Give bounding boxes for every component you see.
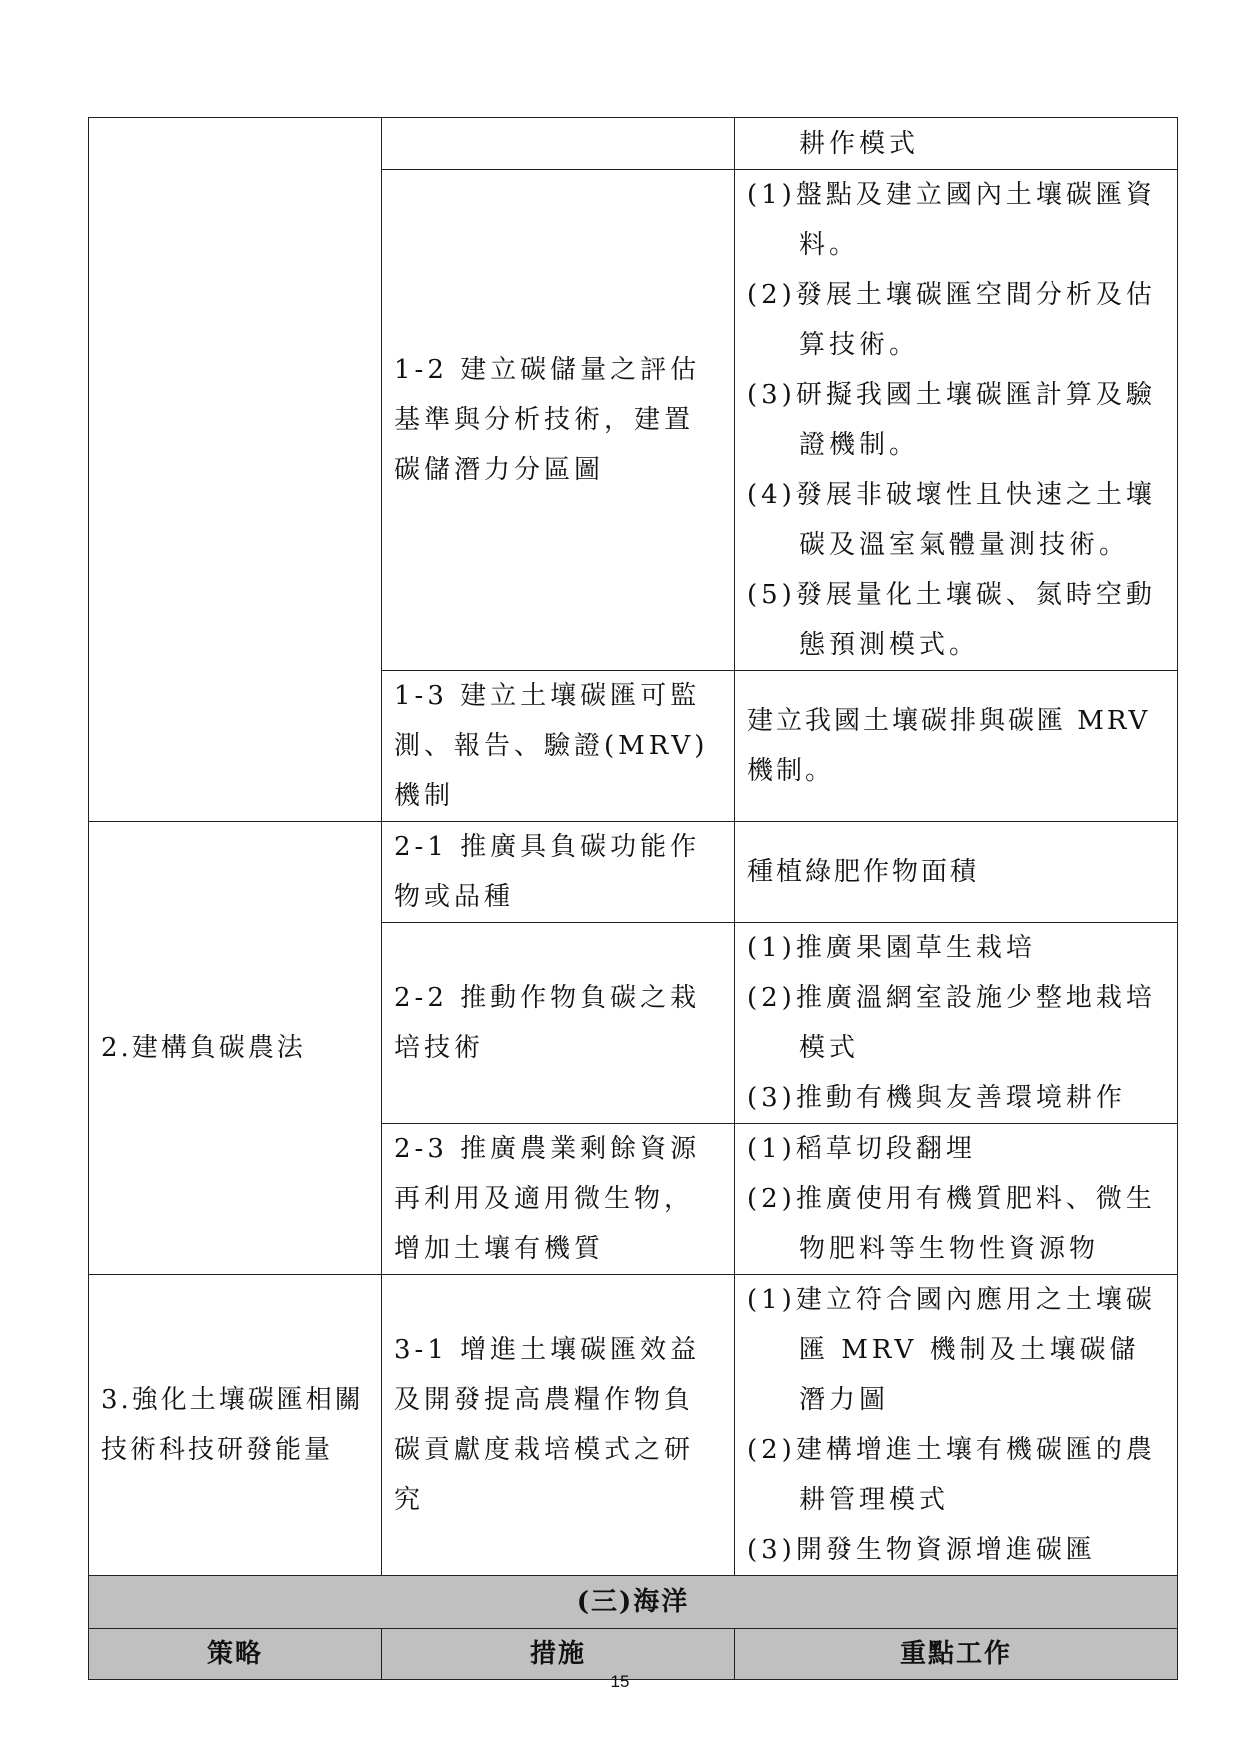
measure-2-1: 2-1 推廣具負碳功能作物或品種	[382, 822, 735, 923]
key-work-cell	[735, 1275, 1178, 1576]
list-item: (3)開發生物資源增進碳匯	[747, 1535, 1096, 1565]
key-work-list	[747, 1275, 1165, 1575]
key-work-cell	[735, 923, 1178, 1124]
strategy-3: 3.強化土壤碳匯相關技術科技研發能量	[89, 1275, 382, 1576]
key-work-list	[747, 923, 1165, 1123]
key-work-cell: 種植綠肥作物面積	[735, 822, 1178, 923]
list-item: (1)建立符合國內應用之土壤碳匯 MRV 機制及土壤碳儲潛力圖	[747, 1285, 1156, 1415]
page-number: 15	[610, 1672, 630, 1691]
list-item: (3)推動有機與友善環境耕作	[747, 1083, 1126, 1113]
column-header-key-work: 重點工作	[735, 1629, 1178, 1680]
list-item: (5)發展量化土壤碳、氮時空動態預測模式。	[747, 580, 1156, 660]
measure-1-2: 1-2 建立碳儲量之評估基準與分析技術，建置碳儲潛力分區圖	[382, 170, 735, 671]
list-item: (2)發展土壤碳匯空間分析及估算技術。	[747, 280, 1156, 360]
key-work-cell	[735, 1124, 1178, 1275]
list-item: (2)推廣使用有機質肥料、微生物肥料等生物性資源物	[747, 1184, 1156, 1264]
list-item: (1)稻草切段翻埋	[747, 1134, 976, 1164]
key-work-cell	[735, 170, 1178, 671]
strategy-2: 2.建構負碳農法	[89, 822, 382, 1275]
measure-3-1: 3-1 增進土壤碳匯效益及開發提高農糧作物負碳貢獻度栽培模式之研究	[382, 1275, 735, 1576]
list-item: (3)研擬我國土壤碳匯計算及驗證機制。	[747, 380, 1156, 460]
key-work-continuation: 耕作模式	[799, 128, 920, 159]
key-work-cell	[735, 118, 1178, 170]
section-title: (三)海洋	[89, 1576, 1178, 1629]
key-work-cell: 建立我國土壤碳排與碳匯 MRV 機制。	[735, 671, 1178, 822]
column-header-strategy: 策略	[89, 1629, 382, 1680]
list-item: (1)推廣果園草生栽培	[747, 933, 1036, 963]
key-work-list	[747, 1124, 1165, 1274]
key-work-list	[747, 170, 1165, 670]
column-header-measure: 措施	[382, 1629, 735, 1680]
measure-1-3: 1-3 建立土壤碳匯可監測、報告、驗證(MRV)機制	[382, 671, 735, 822]
strategy-cell-1-continued	[89, 118, 382, 822]
strategy-table	[88, 117, 1178, 1680]
measure-2-2: 2-2 推動作物負碳之栽培技術	[382, 923, 735, 1124]
measure-cell-empty	[382, 118, 735, 170]
list-item: (2)推廣溫網室設施少整地栽培模式	[747, 983, 1156, 1063]
list-item: (4)發展非破壞性且快速之土壤碳及溫室氣體量測技術。	[747, 480, 1156, 560]
list-item: (1)盤點及建立國內土壤碳匯資料。	[747, 180, 1156, 260]
measure-2-3: 2-3 推廣農業剩餘資源再利用及適用微生物，增加土壤有機質	[382, 1124, 735, 1275]
list-item: (2)建構增進土壤有機碳匯的農耕管理模式	[747, 1435, 1156, 1515]
